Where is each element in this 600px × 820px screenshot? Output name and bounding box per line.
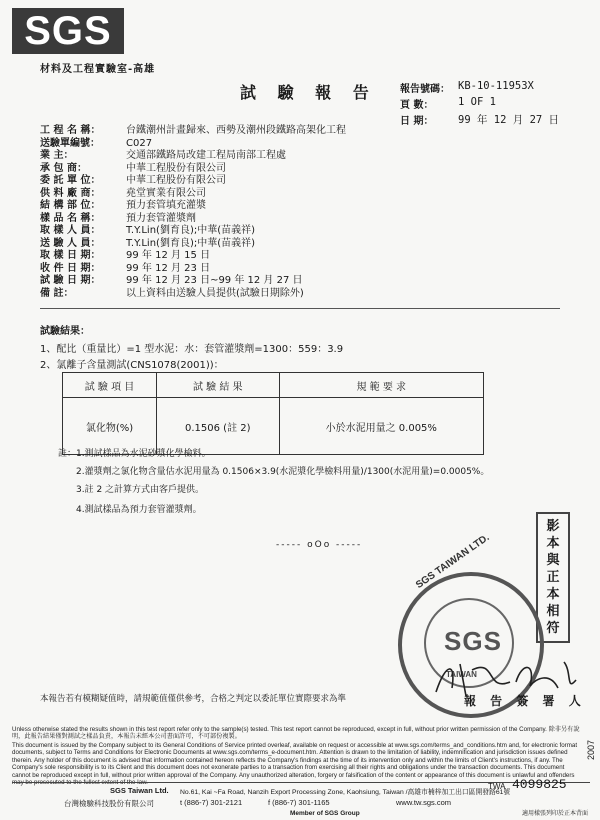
note-1: 註：1.測試樣品為水泥砂漿化學檢料。 (58, 449, 211, 459)
stamp-char: 本 (546, 536, 560, 551)
field-label: 結 構 部 位： (40, 200, 101, 211)
field-value: 以上資料由送驗人員提供(試驗日期除外) (126, 287, 304, 299)
note-4: 4.測試樣品為預力套管灌漿劑。 (76, 505, 202, 515)
disclaimer-2: This document is issued by the Company subject to its General Conditions of Service printed overleaf, available on request or accessible at www.sgs.com/terms_and_conditions.htm and, for electronic format documents, subject to Terms and Conditions for Electronic Documents at www.sgs.com/terms_e-document.htm. Attention is drawn to the limitation of liability, indemnification and jurisdiction issues defined therein. Any holder of this document is advised that information contained hereon reflects the Company's findings at the time of its intervention only and within the limits of Client's instructions, if any. The Company's sole responsibility is to its Client and this document does not exonerate parties to a transaction from exercising all their rights and obligations under the transaction documents. This document cannot be reproduced except in full, without prior written approval of the Company. Any unauthorized alteration, forgery or falsification of the content or appearance of this document is unlawful and offenders may be prosecuted to the fullest extent of the law. (12, 742, 578, 787)
stamp-char: 影 (546, 519, 560, 534)
info-field-row (40, 224, 255, 237)
twa-number: 4099825 (512, 777, 567, 792)
form-note: 適用樣張列印於正本背面 (522, 811, 589, 817)
seal-ring-text: SGS TAIWAN LTD. (414, 532, 492, 592)
info-field-row (40, 187, 206, 200)
field-value: 交通部鐵路局改建工程局南部工程處 (126, 150, 286, 161)
disclaimer-1: Unless otherwise stated the results shown in this test report refer only to the sample(s) tested. This test report cannot be reproduced, except in full, without prior written permission of the Company. 除非另有說明，此報告結果僅對測試之樣品負責，本報告未經本公司書面許可，不可部份複製。 (12, 726, 580, 741)
field-label: 取 樣 人 員： (40, 225, 101, 236)
info-field-row (40, 287, 304, 300)
tel: t (886-7) 301-2121 (180, 798, 243, 807)
field-label: 供 料 廠 商： (40, 187, 101, 199)
table-cell: 小於水泥用量之 0.005% (279, 398, 483, 455)
info-field-row (40, 237, 255, 250)
field-label: 取 樣 日 期： (40, 250, 101, 261)
field-value: T.Y.Lin(劉育良);中華(苗義祥) (126, 225, 256, 236)
field-value: 99 年 12 月 15 日 (126, 250, 211, 261)
field-value: 預力套管填充灌漿 (126, 200, 206, 211)
table-cell: 氯化物(%) (63, 398, 157, 455)
page-value: 1 OF 1 (458, 96, 496, 108)
field-value: 台鐵潮州計畫歸來、西勢及潮州段鐵路高架化工程 (126, 125, 346, 136)
stamp-char: 本 (546, 587, 560, 602)
info-field-row (40, 174, 226, 187)
page-label: 頁 數： (400, 100, 434, 111)
field-label: 樣 品 名 稱： (40, 212, 101, 224)
stamp-char: 符 (546, 621, 560, 636)
note-2: 2.灌漿劑之氯化物含量估水泥用量為 0.1506×3.9(水泥漿化學檢料用量)/1300(水泥用量)=0.0005%。 (76, 467, 490, 477)
note-3: 3.註 2 之計算方式由客戶提供。 (76, 485, 205, 495)
lab-name: 材料及工程實驗室-高雄 (40, 64, 156, 75)
company-en: SGS Taiwan Ltd. (110, 786, 169, 795)
field-label: 送驗單編號： (40, 137, 100, 149)
field-value: 99 年 12 月 23 日 (126, 262, 211, 274)
twa-label: TWA (488, 782, 506, 791)
field-label: 試 驗 日 期： (40, 275, 101, 286)
address: No.61, Kai ~Fa Road, Nanzih Export Processing Zone, Kaohsiung, Taiwan /高雄市楠梓加工出口區開發路61號 (180, 789, 511, 796)
table-header: 規 範 要 求 (279, 373, 483, 398)
table-header-row (63, 373, 484, 398)
info-field-row (40, 262, 210, 275)
divider (40, 308, 560, 309)
field-value: 預力套管灌漿劑 (126, 212, 196, 224)
table-header: 試 驗 項 目 (63, 373, 157, 398)
field-value: 99 年 12 月 23 日~99 年 12 月 27 日 (126, 275, 303, 286)
field-label: 業 主： (40, 150, 74, 161)
field-value: 堯堂實業有限公司 (126, 187, 206, 199)
info-field-row (40, 274, 303, 287)
fax: f (886-7) 301-1165 (268, 798, 330, 807)
end-mark: ----- oOo ----- (276, 540, 363, 550)
info-field-row (40, 149, 286, 162)
results-item-1: 1、配比（重量比）=1 型水泥：水：套管灌漿劑=1300：559：3.9 (40, 344, 344, 355)
footer-note-cn: 本報告若有模糊疑值時，請規範值僅供參考，合格之判定以委託單位實際要求為準 (40, 694, 347, 704)
print-year: 2007 (586, 739, 596, 760)
sgs-logo: SGS (12, 8, 124, 54)
info-field-row (40, 199, 206, 212)
field-value: C027 (126, 137, 153, 149)
info-field-row (40, 137, 152, 150)
field-value: T.Y.Lin(劉育良);中華(苗義祥) (126, 237, 256, 249)
date-label: 日 期： (400, 116, 434, 127)
field-label: 工 程 名 稱： (40, 125, 101, 136)
report-title: 試 驗 報 告 (240, 83, 377, 102)
report-no-label: 報告號碼： (400, 84, 450, 95)
field-value: 中華工程股份有限公司 (126, 175, 226, 186)
field-label: 備 註： (40, 287, 74, 299)
info-field-row (40, 124, 346, 137)
info-field-row (40, 162, 226, 175)
table-header: 試 驗 結 果 (156, 373, 279, 398)
stamp-char: 與 (546, 553, 560, 568)
field-label: 送 驗 人 員： (40, 237, 101, 249)
chloride-table (62, 372, 484, 455)
field-label: 承 包 商： (40, 162, 87, 174)
results-heading: 試驗結果： (40, 326, 90, 337)
field-label: 委 託 單 位： (40, 175, 101, 186)
company-cn: 台灣檢驗科技股份有限公司 (64, 799, 154, 808)
signatory-label: 報 告 簽 署 人 (464, 694, 586, 708)
member-of-sgs: Member of SGS Group (290, 810, 360, 817)
field-label: 收 件 日 期： (40, 262, 101, 274)
results-item-2: 2、氯離子含量測試(CNS1078(2001))： (40, 360, 224, 371)
seal-bottom: TAIWAN (446, 670, 477, 679)
table-cell: 0.1506 (註 2) (156, 398, 279, 455)
info-field-row (40, 212, 196, 225)
info-field-row (40, 249, 210, 262)
certified-copy-stamp (536, 512, 570, 643)
website: www.tw.sgs.com (396, 798, 452, 807)
stamp-char: 正 (546, 570, 560, 585)
report-no: KB-10-11953X (458, 80, 534, 92)
seal-center: SGS (444, 626, 502, 656)
date-value: 99 年 12 月 27 日 (458, 114, 560, 126)
stamp-char: 相 (546, 604, 560, 619)
field-value: 中華工程股份有限公司 (126, 162, 226, 174)
